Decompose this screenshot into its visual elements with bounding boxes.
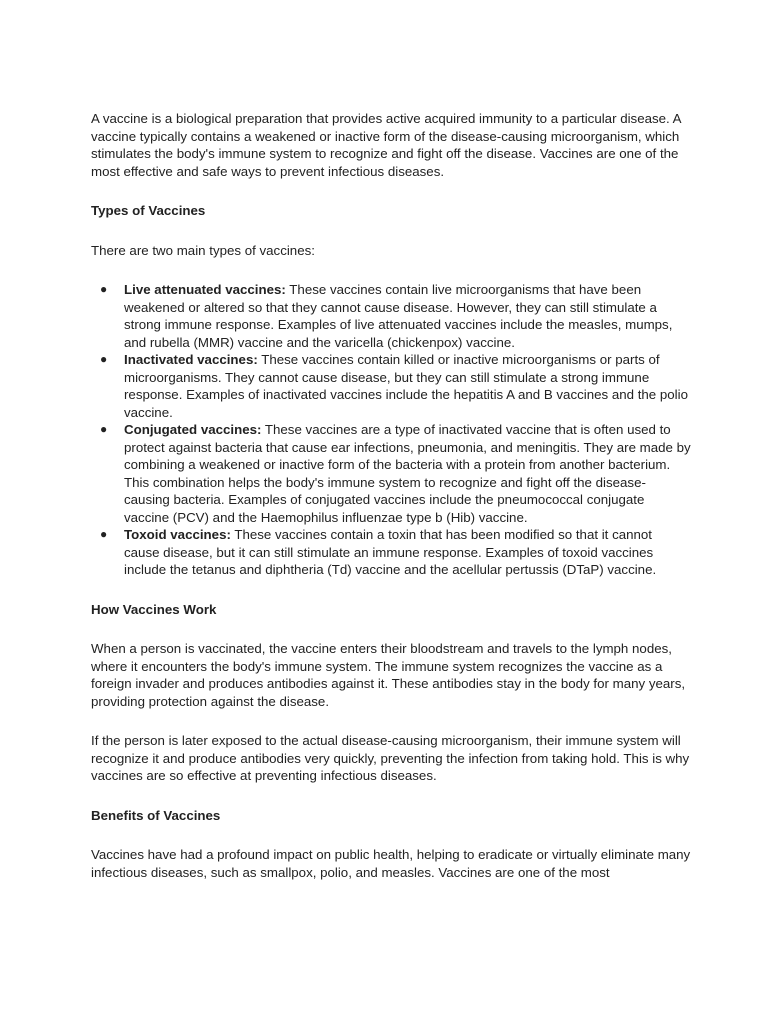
list-item-term: Inactivated vaccines:: [124, 352, 258, 367]
list-item: [100, 351, 691, 421]
intro-paragraph: A vaccine is a biological preparation that provides active acquired immunity to a particular disease. A vaccine typically contains a weakened or inactive form of the disease-causing microorganism, which stimulates the body's immune system to recognize and fight off the disease. Vaccines are one of the most effective and safe ways to prevent infectious diseases.: [91, 111, 681, 179]
vaccine-types-list: [91, 281, 691, 579]
bullet-icon: ●: [100, 352, 108, 366]
list-item-text: These vaccines contain a toxin that has been modified so that it cannot cause disease, but it can still stimulate an immune response. Examples of toxoid vaccines include the tetanus and diphtheria (Td) vaccine and the acellular pertussis (DTaP) vaccine.: [124, 527, 657, 577]
list-item-term: Live attenuated vaccines:: [124, 282, 286, 297]
list-item-text: These vaccines contain live microorganisms that have been weakened or altered so that they cannot cause disease. However, they can still stimulate a strong immune response. Examples of live attenuated vaccines include the measles, mumps, and rubella (MMR) vaccine and the varicella (chickenpox) vaccine.: [124, 282, 673, 350]
list-item-text: These vaccines contain killed or inactive microorganisms or parts of microorganisms. They cannot cause disease, but they can still stimulate a strong immune response. Examples of inactivated vaccines include the hepatitis A and B vaccines and the polio vaccine.: [124, 352, 688, 420]
list-item: [100, 281, 691, 351]
list-item: [100, 421, 691, 526]
how-heading: How Vaccines Work: [91, 601, 217, 617]
benefits-paragraph-1: Vaccines have had a profound impact on public health, helping to eradicate or virtually eliminate many infectious diseases, such as smallpox, polio, and measles. Vaccines are one of the most: [91, 847, 691, 880]
how-paragraph-1: When a person is vaccinated, the vaccine enters their bloodstream and travels to the lymph nodes, where it encounters the body's immune system. The immune system recognizes the vaccine as a foreign invader and produces antibodies against it. These antibodies stay in the body for many years, providing protection against the disease.: [91, 641, 686, 709]
list-item-text: These vaccines are a type of inactivated vaccine that is often used to protect against bacteria that cause ear infections, pneumonia, and meningitis. They are made by combining a weakened or inactive form of the bacteria with a protein from another bacterium. This combination helps the body's immune system to recognize and fight off the disease-causing bacteria. Examples of conjugated vaccines include the pneumococcal conjugate vaccine (PCV) and the Haemophilus influenzae type b (Hib) vaccine.: [124, 422, 691, 525]
how-paragraph-2: If the person is later exposed to the actual disease-causing microorganism, their immune system will recognize it and produce antibodies very quickly, preventing the infection from taking hold. This is why vaccines are so effective at preventing infectious diseases.: [91, 733, 690, 783]
bullet-icon: ●: [100, 422, 108, 436]
list-item: [100, 526, 691, 579]
types-lead-paragraph: There are two main types of vaccines:: [91, 242, 315, 258]
benefits-heading: Benefits of Vaccines: [91, 807, 221, 823]
document-page: [91, 110, 691, 881]
types-heading: Types of Vaccines: [91, 203, 206, 218]
list-item-term: Conjugated vaccines:: [124, 422, 262, 437]
bullet-icon: ●: [100, 527, 108, 541]
list-item-term: Toxoid vaccines:: [124, 527, 231, 542]
bullet-icon: ●: [100, 282, 108, 296]
